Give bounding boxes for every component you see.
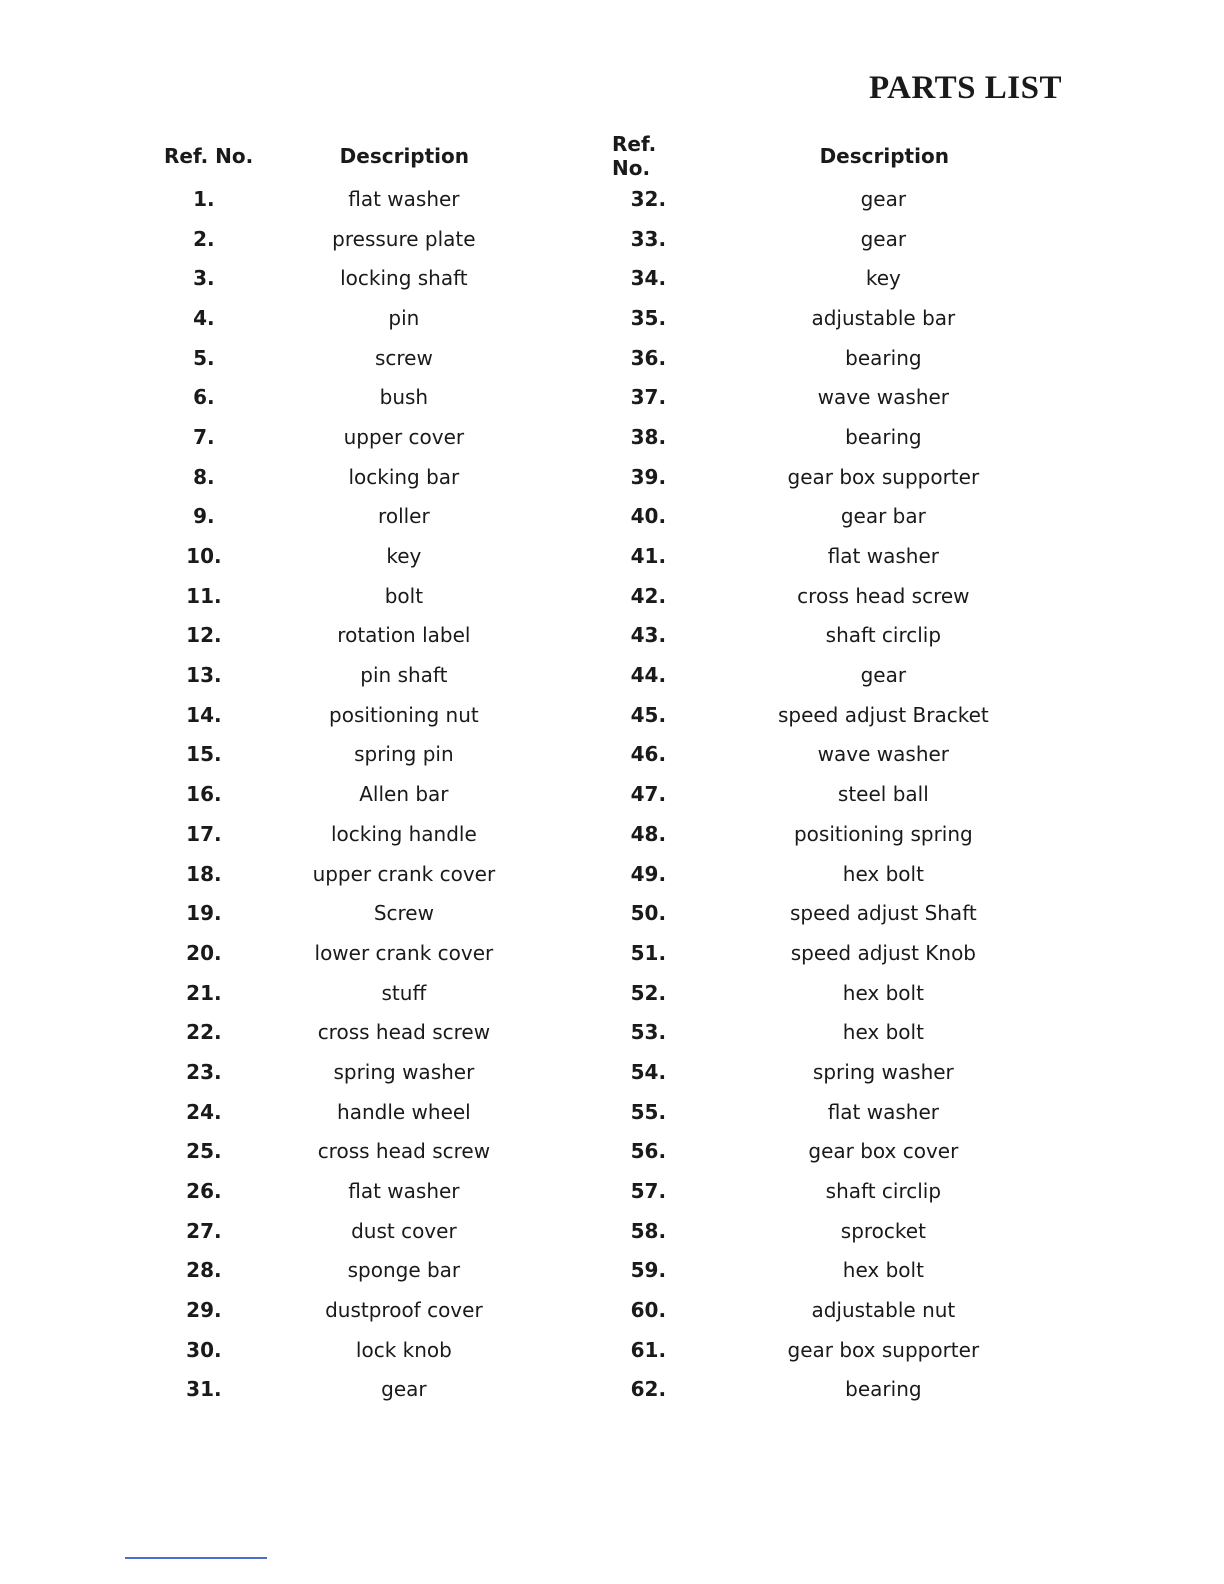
ref-number: 50. <box>630 901 667 926</box>
table-row <box>598 417 1068 457</box>
table-header <box>150 141 550 171</box>
page-title: PARTS LIST <box>868 70 1062 106</box>
ref-number: 48. <box>630 821 667 846</box>
part-description: rotation label <box>337 623 471 648</box>
table-row <box>150 536 550 576</box>
part-description: screw <box>374 345 433 370</box>
ref-number: 27. <box>186 1218 222 1243</box>
part-description: speed adjust Bracket <box>777 702 989 727</box>
table-row <box>150 1330 550 1370</box>
part-description: cross head screw <box>317 1139 491 1164</box>
part-description: flat washer <box>827 544 939 569</box>
ref-number: 39. <box>630 464 667 489</box>
table-row <box>598 1370 1068 1410</box>
table-row <box>150 298 550 338</box>
part-description: spring pin <box>354 742 454 767</box>
ref-number: 16. <box>186 782 222 807</box>
ref-number: 24. <box>186 1099 222 1124</box>
ref-number: 56. <box>630 1139 667 1164</box>
table-row <box>598 1012 1068 1052</box>
part-description: bush <box>379 385 429 410</box>
table-row <box>150 377 550 417</box>
part-description: speed adjust Shaft <box>789 901 977 926</box>
ref-number: 9. <box>193 504 215 529</box>
part-description: pressure plate <box>332 226 476 251</box>
part-description: locking handle <box>330 821 477 846</box>
table-row <box>150 973 550 1013</box>
ref-number: 18. <box>186 861 222 886</box>
ref-number: 60. <box>630 1298 667 1323</box>
table-row <box>598 933 1068 973</box>
part-description: dustproof cover <box>325 1298 483 1323</box>
table-row <box>598 814 1068 854</box>
ref-number: 30. <box>186 1337 222 1362</box>
table-row <box>150 854 550 894</box>
table-row <box>598 973 1068 1013</box>
part-description: sponge bar <box>347 1258 461 1283</box>
table-row <box>598 854 1068 894</box>
table-row <box>598 576 1068 616</box>
ref-number: 42. <box>630 583 667 608</box>
ref-number: 45. <box>630 702 667 727</box>
parts-table-left <box>150 141 550 1409</box>
part-description: hex bolt <box>842 980 924 1005</box>
part-description: wave washer <box>817 742 950 767</box>
part-description: handle wheel <box>337 1099 471 1124</box>
table-row <box>150 655 550 695</box>
ref-number: 14. <box>186 702 222 727</box>
part-description: steel ball <box>837 782 929 807</box>
ref-number: 5. <box>193 345 215 370</box>
ref-number: 55. <box>630 1099 667 1124</box>
table-row <box>150 814 550 854</box>
part-description: cross head screw <box>317 1020 491 1045</box>
ref-number: 6. <box>193 385 215 410</box>
footer-rule <box>125 1557 267 1559</box>
table-row <box>150 417 550 457</box>
ref-number: 37. <box>630 385 667 410</box>
ref-number: 19. <box>186 901 222 926</box>
part-description: hex bolt <box>842 1258 924 1283</box>
part-description: stuff <box>381 980 427 1005</box>
part-description: wave washer <box>817 385 950 410</box>
part-description: gear <box>381 1377 427 1402</box>
ref-number: 40. <box>630 504 667 529</box>
part-description: cross head screw <box>797 583 970 608</box>
table-row <box>598 298 1068 338</box>
part-description: gear <box>860 226 907 251</box>
ref-number: 21. <box>186 980 222 1005</box>
part-description: spring washer <box>333 1059 475 1084</box>
part-description: roller <box>378 504 430 529</box>
part-description: shaft circlip <box>825 623 942 648</box>
table-row <box>150 1171 550 1211</box>
table-row <box>598 774 1068 814</box>
table-row <box>150 1012 550 1052</box>
table-row <box>598 258 1068 298</box>
table-row <box>150 1052 550 1092</box>
part-description: speed adjust Knob <box>790 940 977 965</box>
table-row <box>150 497 550 537</box>
ref-number: 23. <box>186 1059 222 1084</box>
part-description: bearing <box>845 345 922 370</box>
part-description: hex bolt <box>842 1020 924 1045</box>
ref-number: 52. <box>630 980 667 1005</box>
table-row <box>150 1132 550 1172</box>
table-row <box>150 1370 550 1410</box>
parts-table-right <box>598 132 1068 1409</box>
table-row <box>150 1251 550 1291</box>
part-description: hex bolt <box>842 861 924 886</box>
ref-number: 34. <box>630 266 667 291</box>
table-row <box>150 893 550 933</box>
ref-no-header: Ref. No. <box>164 144 254 168</box>
table-row <box>598 1290 1068 1330</box>
description-header: Description <box>819 144 949 168</box>
table-row <box>150 774 550 814</box>
ref-number: 13. <box>186 663 222 688</box>
part-description: adjustable bar <box>811 305 956 330</box>
ref-number: 4. <box>193 305 215 330</box>
ref-number: 53. <box>630 1020 667 1045</box>
part-description: sprocket <box>840 1218 926 1243</box>
table-row <box>598 457 1068 497</box>
part-description: key <box>865 266 901 291</box>
table-row <box>598 338 1068 378</box>
ref-number: 7. <box>193 424 215 449</box>
ref-number: 12. <box>186 623 222 648</box>
table-row <box>150 616 550 656</box>
part-description: dust cover <box>351 1218 457 1243</box>
table-row <box>598 1132 1068 1172</box>
part-description: lower crank cover <box>314 940 494 965</box>
part-description: gear box supporter <box>787 464 980 489</box>
table-row <box>598 893 1068 933</box>
part-description: flat washer <box>827 1099 939 1124</box>
ref-number: 61. <box>630 1337 667 1362</box>
ref-number: 49. <box>630 861 667 886</box>
table-row <box>150 695 550 735</box>
part-description: flat washer <box>348 1179 460 1204</box>
part-description: spring washer <box>812 1059 954 1084</box>
ref-number: 58. <box>630 1218 667 1243</box>
part-description: pin <box>388 305 420 330</box>
ref-number: 8. <box>193 464 215 489</box>
ref-number: 11. <box>186 583 222 608</box>
table-row <box>150 457 550 497</box>
ref-number: 36. <box>630 345 667 370</box>
table-row <box>598 179 1068 219</box>
ref-no-header: Ref. No. <box>612 132 657 180</box>
part-description: gear box supporter <box>787 1337 980 1362</box>
ref-number: 38. <box>630 424 667 449</box>
table-row <box>598 1092 1068 1132</box>
ref-number: 31. <box>186 1377 222 1402</box>
part-description: lock knob <box>355 1337 452 1362</box>
part-description: positioning spring <box>793 821 973 846</box>
table-row <box>598 1052 1068 1092</box>
ref-number: 10. <box>186 544 222 569</box>
ref-number: 29. <box>186 1298 222 1323</box>
ref-number: 1. <box>193 186 215 211</box>
ref-number: 43. <box>630 623 667 648</box>
part-description: bolt <box>384 583 424 608</box>
ref-number: 20. <box>186 940 222 965</box>
part-description: positioning nut <box>329 702 479 727</box>
ref-number: 46. <box>630 742 667 767</box>
ref-number: 41. <box>630 544 667 569</box>
ref-number: 57. <box>630 1179 667 1204</box>
part-description: upper crank cover <box>312 861 496 886</box>
table-row <box>150 338 550 378</box>
table-header <box>598 132 1068 180</box>
part-description: adjustable nut <box>811 1298 956 1323</box>
ref-number: 35. <box>630 305 667 330</box>
part-description: key <box>386 544 422 569</box>
table-row <box>598 695 1068 735</box>
part-description: Allen bar <box>359 782 449 807</box>
part-description: bearing <box>845 424 922 449</box>
ref-number: 17. <box>186 821 222 846</box>
table-row <box>150 735 550 775</box>
table-row <box>598 1251 1068 1291</box>
ref-number: 32. <box>630 186 667 211</box>
part-description: shaft circlip <box>825 1179 942 1204</box>
table-row <box>150 1290 550 1330</box>
part-description: pin shaft <box>360 663 448 688</box>
table-row <box>150 219 550 259</box>
ref-number: 25. <box>186 1139 222 1164</box>
part-description: bearing <box>845 1377 922 1402</box>
description-header: Description <box>339 144 470 168</box>
ref-number: 33. <box>630 226 667 251</box>
ref-number: 59. <box>630 1258 667 1283</box>
part-description: locking bar <box>348 464 460 489</box>
part-description: gear bar <box>840 504 926 529</box>
table-row <box>598 1211 1068 1251</box>
table-row <box>598 219 1068 259</box>
part-description: upper cover <box>343 424 465 449</box>
ref-number: 44. <box>630 663 667 688</box>
table-row <box>150 179 550 219</box>
parts-rows-right <box>598 179 1068 1409</box>
table-row <box>150 1211 550 1251</box>
parts-rows-left <box>150 179 550 1409</box>
ref-number: 15. <box>186 742 222 767</box>
ref-number: 47. <box>630 782 667 807</box>
table-row <box>598 1171 1068 1211</box>
ref-number: 54. <box>630 1059 667 1084</box>
table-row <box>598 497 1068 537</box>
table-row <box>598 655 1068 695</box>
ref-number: 62. <box>630 1377 667 1402</box>
part-description: gear <box>860 663 907 688</box>
table-row <box>150 576 550 616</box>
ref-number: 28. <box>186 1258 222 1283</box>
ref-number: 2. <box>193 226 215 251</box>
table-row <box>598 536 1068 576</box>
table-row <box>598 1330 1068 1370</box>
table-row <box>150 258 550 298</box>
part-description: gear box cover <box>808 1139 959 1164</box>
table-row <box>598 616 1068 656</box>
ref-number: 3. <box>193 266 215 291</box>
ref-number: 22. <box>186 1020 222 1045</box>
ref-number: 51. <box>630 940 667 965</box>
part-description: locking shaft <box>340 266 468 291</box>
table-row <box>598 377 1068 417</box>
part-description: gear <box>860 186 907 211</box>
part-description: Screw <box>373 901 434 926</box>
table-row <box>598 735 1068 775</box>
part-description: flat washer <box>348 186 460 211</box>
table-row <box>150 933 550 973</box>
table-row <box>150 1092 550 1132</box>
ref-number: 26. <box>186 1179 222 1204</box>
